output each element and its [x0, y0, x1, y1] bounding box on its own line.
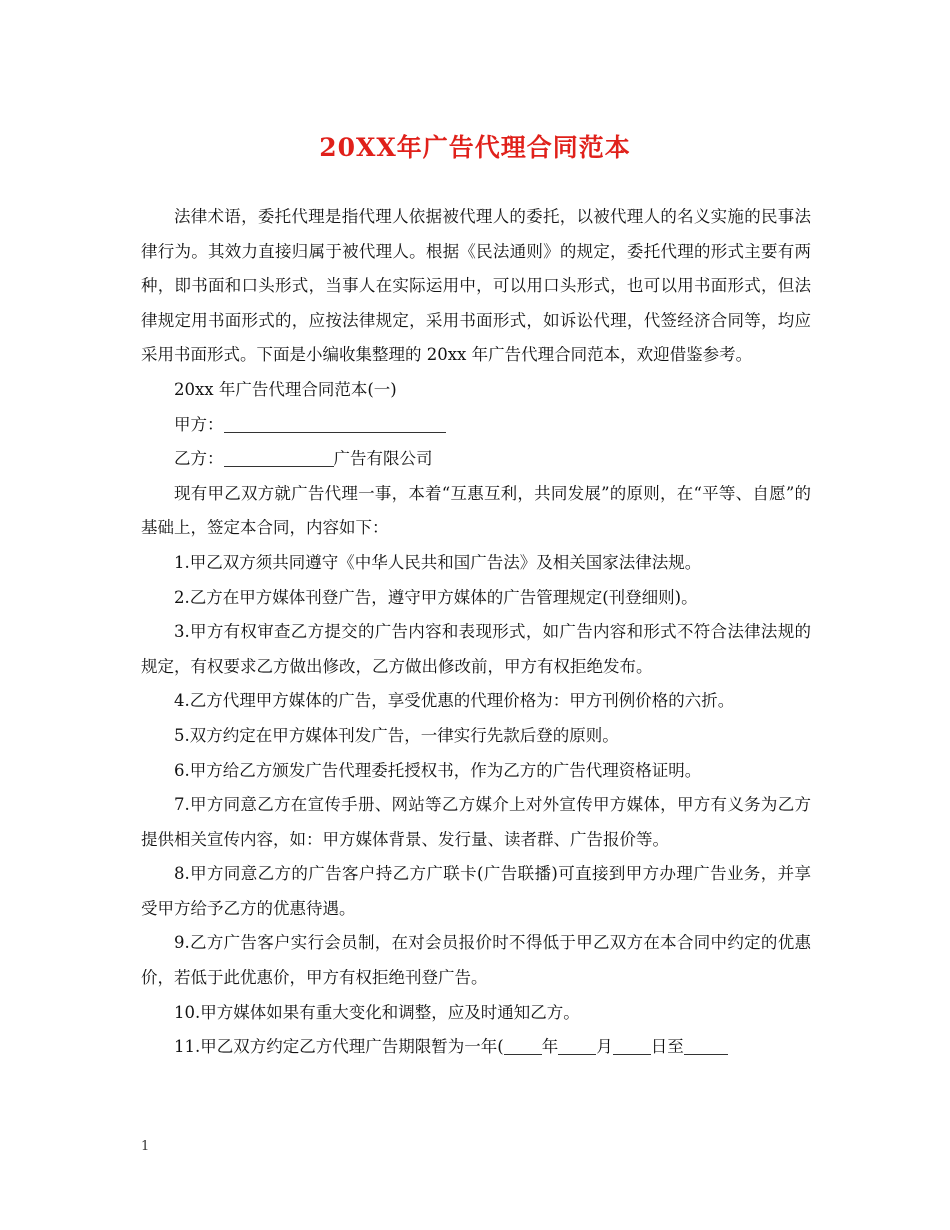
day-blank [613, 1036, 651, 1055]
clause-11-prefix: 11.甲乙双方约定乙方代理广告期限暂为一年( [174, 1037, 504, 1057]
document-body [141, 200, 811, 1065]
clause-5: 5.双方约定在甲方媒体刊发广告，一律实行先款后登的原则。 [174, 725, 619, 745]
page-number: 1 [141, 1139, 150, 1154]
clause-10: 10.甲方媒体如果有重大变化和调整，应及时通知乙方。 [174, 1002, 580, 1022]
clause-1: 1.甲乙双方须共同遵守《中华人民共和国广告法》及相关国家法律法规。 [174, 552, 702, 572]
intro-paragraph: 法律术语，委托代理是指代理人依据被代理人的委托，以被代理人的名义实施的民事法律行为。其效力直接归属于被代理人。根据《民法通则》的规定，委托代理的形式主要有两种，即书面和口头形式，当事人在实际运用中，可以用口头形式，也可以用书面形式，但法律规定用书面形式的，应按法律规定，采用书面形式，如诉讼代理，代签经济合同等，均应采用书面形式。下面是小编收集整理的 20xx 年广告代理合同范本，欢迎借鉴参考。 [141, 207, 811, 365]
party-a-line [141, 408, 811, 443]
clause-11 [141, 1030, 811, 1065]
party-b-suffix: 广告有限公司 [333, 449, 433, 469]
clause-6: 6.甲方给乙方颁发广告代理委托授权书，作为乙方的广告代理资格证明。 [174, 760, 702, 780]
party-a-blank [224, 414, 446, 433]
month-blank [558, 1036, 596, 1055]
day-to-label: 日至 [650, 1037, 684, 1057]
month-label: 月 [596, 1037, 613, 1057]
clause-3: 3.甲方有权审查乙方提交的广告内容和表现形式，如广告内容和形式不符合法律法规的规定，有权要求乙方做出修改，乙方做出修改前，甲方有权拒绝发布。 [141, 622, 811, 676]
year-blank [504, 1036, 542, 1055]
end-date-blank [684, 1036, 728, 1055]
clause-8: 8.甲方同意乙方的广告客户持乙方广联卡(广告联播)可直接到甲方办理广告业务，并享受甲方给予乙方的优惠待遇。 [141, 864, 811, 918]
clause-7: 7.甲方同意乙方在宣传手册、网站等乙方媒介上对外宣传甲方媒体，甲方有义务为乙方提供相关宣传内容，如：甲方媒体背景、发行量、读者群、广告报价等。 [141, 795, 811, 849]
clause-2: 2.乙方在甲方媒体刊登广告，遵守甲方媒体的广告管理规定(刊登细则)。 [174, 587, 698, 607]
party-a-label: 甲方： [174, 414, 224, 434]
party-b-blank [224, 448, 334, 467]
clause-9: 9.乙方广告客户实行会员制，在对会员报价时不得低于甲乙双方在本合同中约定的优惠价，若低于此优惠价，甲方有权拒绝刊登广告。 [141, 933, 811, 988]
contract-subtitle: 20xx 年广告代理合同范本(一) [174, 379, 397, 399]
document-title: 20XX年广告代理合同范本 [319, 133, 631, 162]
party-b-line [141, 442, 811, 477]
clause-4: 4.乙方代理甲方媒体的广告，享受优惠的代理价格为：甲方刊例价格的六折。 [174, 691, 735, 711]
party-b-label: 乙方： [174, 449, 224, 469]
preamble-paragraph: 现有甲乙双方就广告代理一事，本着“互惠互利，共同发展”的原则，在“平等、自愿”的基础上，签定本合同，内容如下： [141, 483, 811, 538]
year-label: 年 [541, 1037, 559, 1057]
